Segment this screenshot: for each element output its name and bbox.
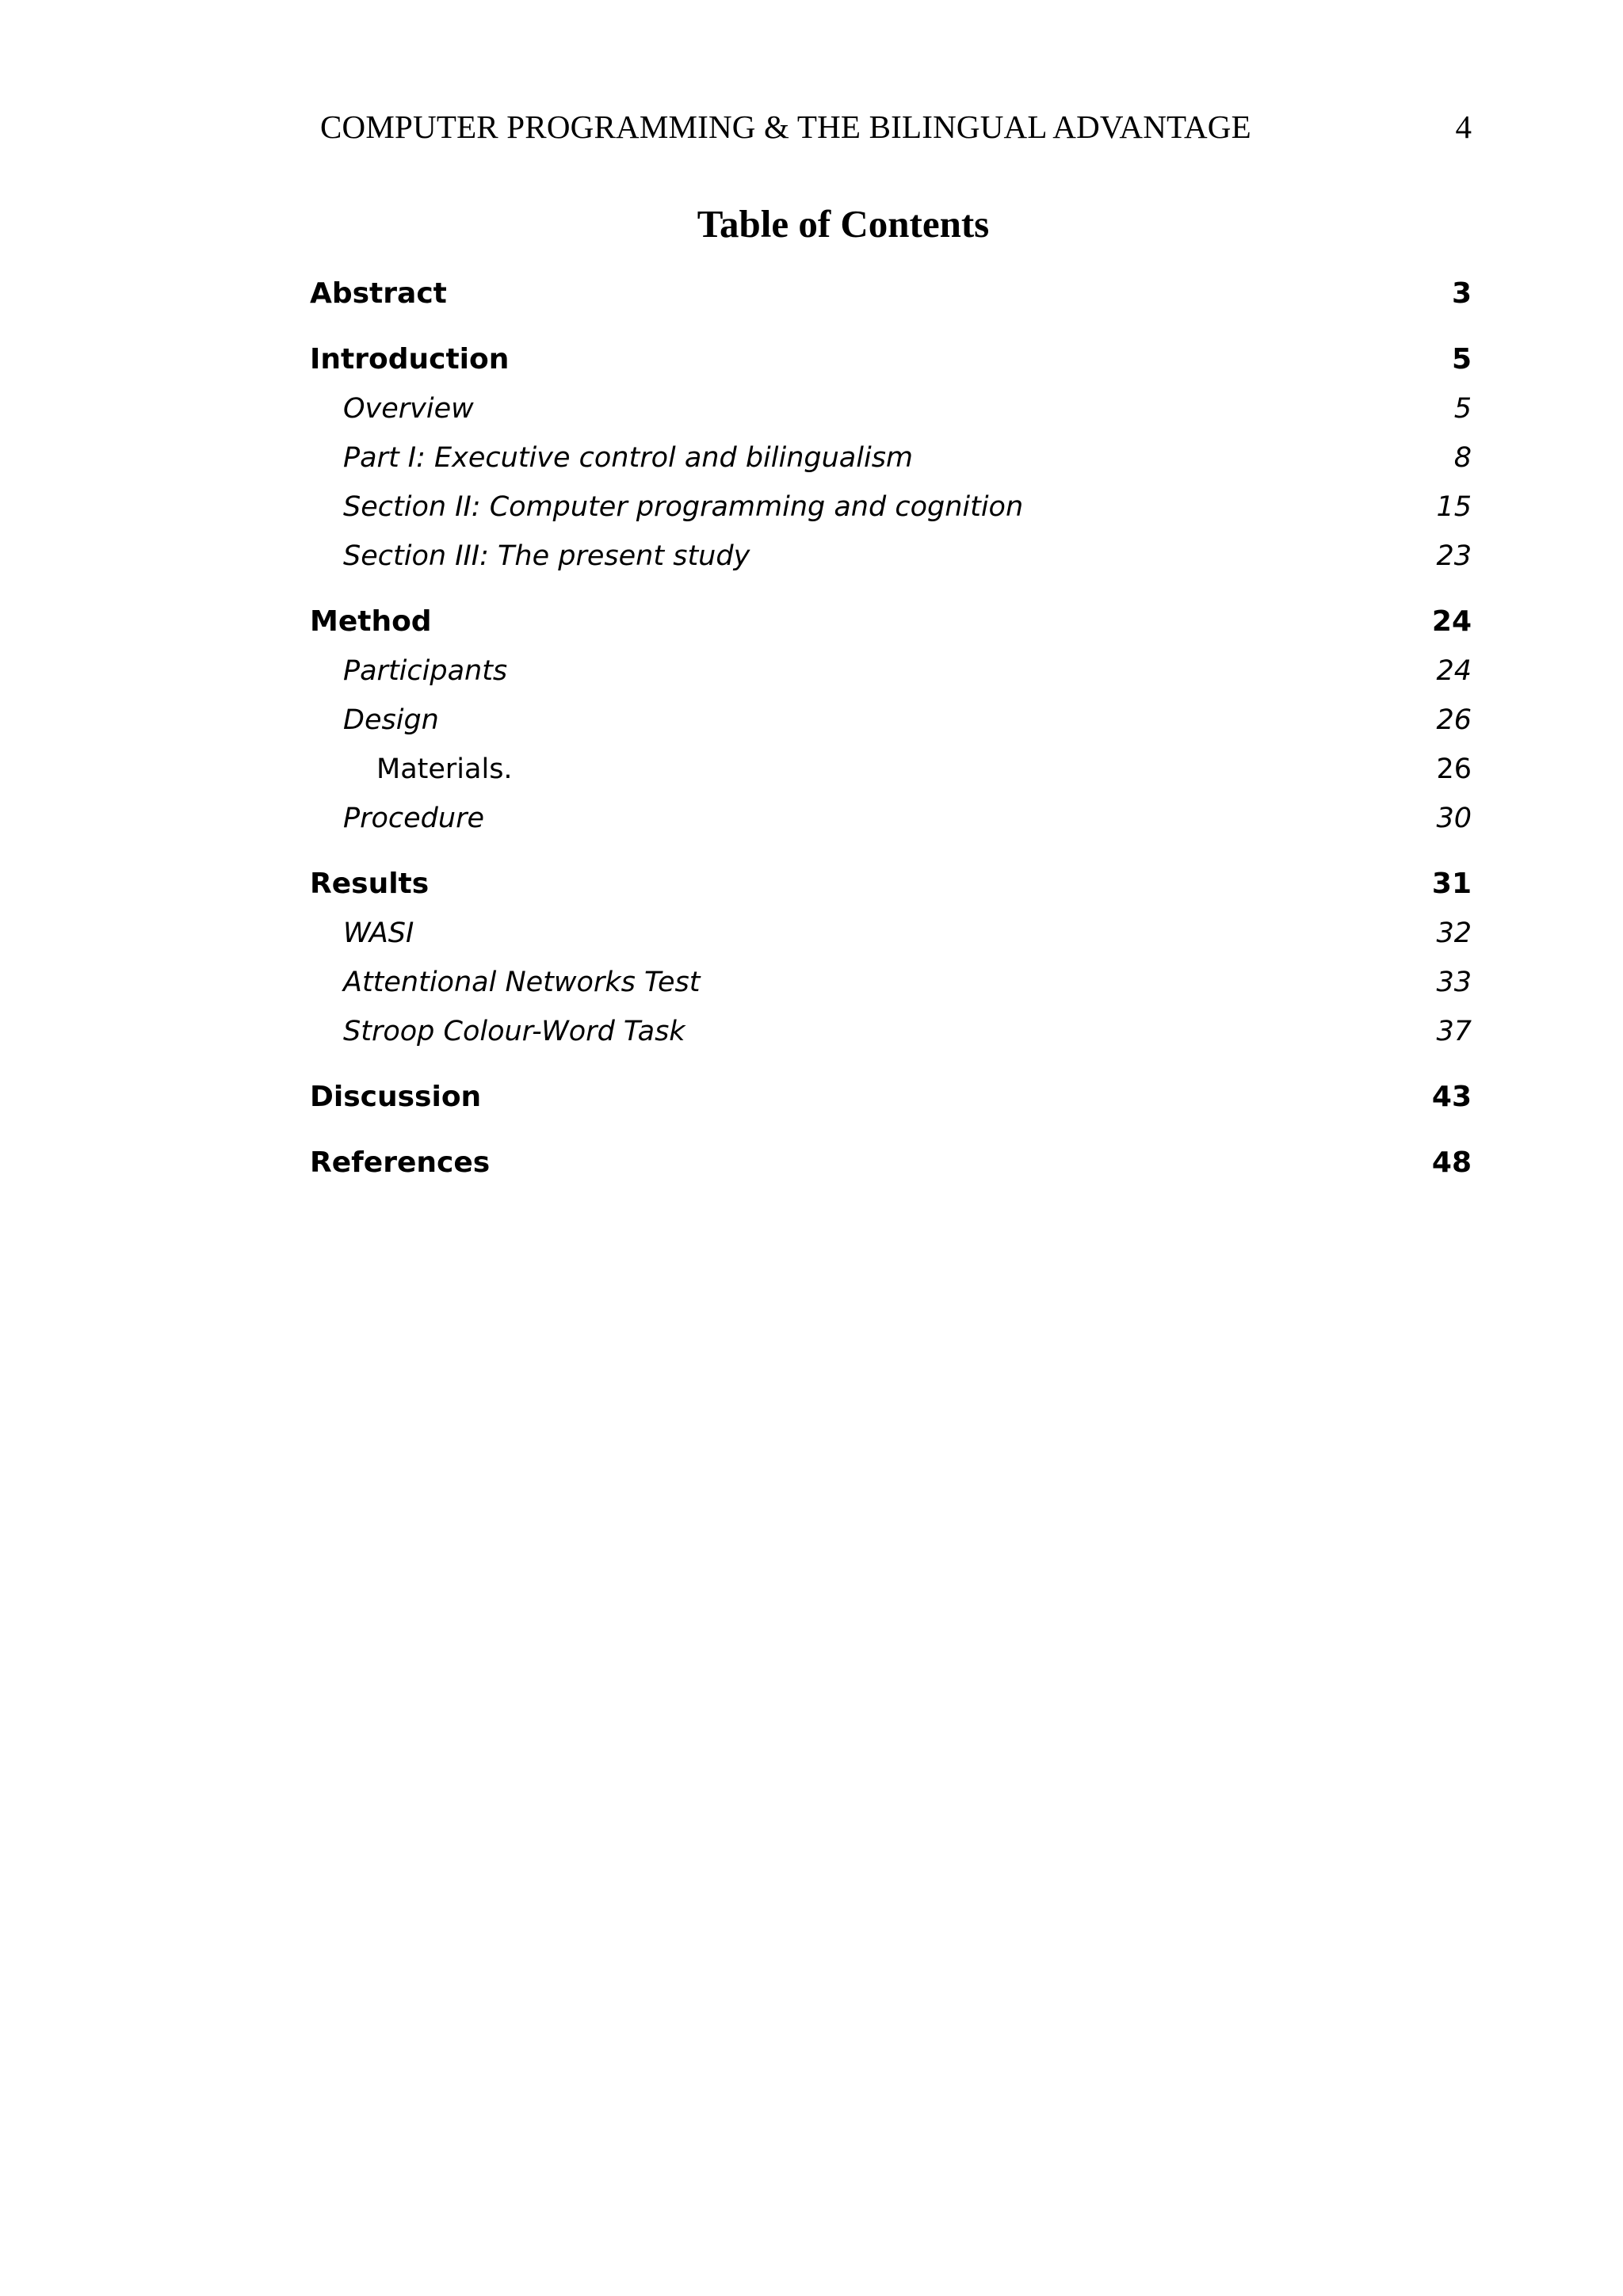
- toc-entry-label: Discussion: [310, 1081, 482, 1113]
- toc-entry-page: 33: [1436, 967, 1472, 998]
- toc-entry-page: 5: [1451, 343, 1472, 376]
- toc-entry-label: Procedure: [343, 803, 485, 834]
- toc-entry-label: Part I: Executive control and bilingualism: [343, 442, 914, 474]
- toc-entry-page: 31: [1431, 868, 1472, 900]
- toc-entry-label: Overview: [343, 393, 474, 425]
- toc-entry-page: 5: [1453, 393, 1472, 425]
- page-number: 4: [1455, 109, 1472, 145]
- toc-entry-label: Introduction: [310, 343, 510, 376]
- toc-entry-page: 48: [1431, 1146, 1472, 1179]
- toc-entry-page: 23: [1436, 540, 1472, 572]
- toc-entry-page: 43: [1431, 1081, 1472, 1113]
- toc-entry-label: Results: [310, 868, 430, 900]
- toc-title: Table of Contents: [697, 202, 990, 246]
- toc-entry-introduction: [310, 335, 1472, 384]
- toc-entry-wasi: [310, 909, 1472, 958]
- toc-entry-page: 30: [1436, 803, 1472, 834]
- toc-entry-label: Abstract: [310, 277, 447, 310]
- toc-entry-page: 8: [1453, 442, 1472, 474]
- toc-entry-page: 24: [1431, 605, 1472, 638]
- toc-entry-page: 32: [1436, 917, 1472, 949]
- toc-entry-participants: [310, 646, 1472, 696]
- toc-entry-label: Section II: Computer programming and cognition: [343, 491, 1024, 523]
- toc-entry-results: [310, 860, 1472, 909]
- toc-entry-page: 26: [1436, 753, 1472, 785]
- toc-entry-discussion: [310, 1073, 1472, 1122]
- toc-entry-page: 24: [1436, 655, 1472, 687]
- toc-entry-attentional-networks-test: [310, 958, 1472, 1007]
- toc-entry-overview: [310, 384, 1472, 433]
- toc-entry-label: Design: [343, 704, 439, 736]
- running-head: COMPUTER PROGRAMMING & THE BILINGUAL ADVANTAGE: [320, 109, 1251, 145]
- toc-entry-section-ii: [310, 482, 1472, 532]
- toc-entry-label: WASI: [343, 917, 414, 949]
- toc-entry-design: [310, 696, 1472, 745]
- toc-entry-label: Materials.: [376, 753, 513, 785]
- table-of-contents: [310, 269, 1472, 1188]
- toc-entry-label: Method: [310, 605, 432, 638]
- toc-entry-stroop-task: [310, 1007, 1472, 1056]
- toc-entry-label: Section III: The present study: [343, 540, 750, 572]
- toc-entry-page: 37: [1436, 1016, 1472, 1047]
- toc-entry-label: Participants: [343, 655, 508, 687]
- toc-entry-part-i: [310, 433, 1472, 482]
- toc-entry-materials: [310, 745, 1472, 794]
- toc-entry-section-iii: [310, 532, 1472, 581]
- toc-entry-procedure: [310, 794, 1472, 843]
- toc-entry-page: 26: [1436, 704, 1472, 736]
- toc-entry-references: [310, 1138, 1472, 1188]
- toc-entry-page: 15: [1436, 491, 1472, 523]
- toc-entry-label: Stroop Colour-Word Task: [343, 1016, 685, 1047]
- toc-entry-method: [310, 597, 1472, 646]
- toc-entry-abstract: [310, 269, 1472, 318]
- toc-entry-label: References: [310, 1146, 491, 1179]
- toc-entry-label: Attentional Networks Test: [343, 967, 701, 998]
- toc-entry-page: 3: [1451, 277, 1472, 310]
